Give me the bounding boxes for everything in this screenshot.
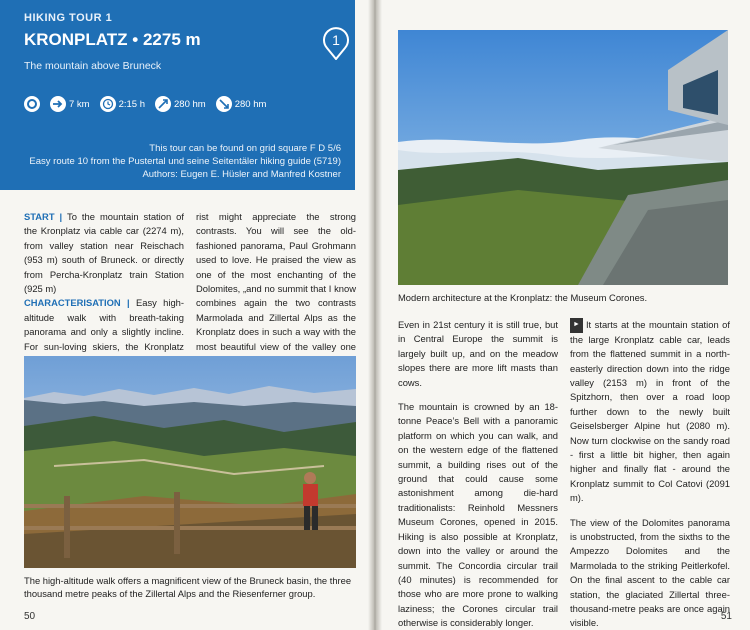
museum-photo-caption: Modern architecture at the Kronplatz: the Museum Corones. xyxy=(398,292,648,303)
right-paragraph-1: Even in 21st century it is still true, but in Central Europe the summit is largely built up, and on the meadow slopes there are more lift masts than cows. xyxy=(398,319,558,388)
tour-subtitle: The mountain above Bruneck xyxy=(24,60,162,72)
route-text: It starts at the mountain station of the large Kronplatz cable car, leads from the flattened summit in a north-easterly direction down into the ridge valley (2153 m) in front of the Spitzhorn, then over a road loop further down to the newly built Geiselsberger Alpine hut (2080 m). Now turn clockwise on the sandy road - first a little bit higher, then again higher and finally flat - around the Kronplatz summit to Col Catovi (2091 m). xyxy=(570,319,730,504)
clock-icon xyxy=(100,96,116,112)
right-column-1 xyxy=(398,318,558,630)
route-marker-icon: ► xyxy=(570,318,583,332)
tour-info xyxy=(29,142,341,181)
column-2-text: rist might appreciate the strong contrasts. You will see the old-fashioned panorama, Paul Grohmann used to love. He praised the view as one of the most enchanting of the Dolomites, „and no summit that I know combines again the two contrasts Marmolada and Zillertal Alps as the Kronplatz does in such a way with the most beautiful view of the valley one xyxy=(196,211,356,352)
valley-photo-caption: The high-altitude walk offers a magnificent view of the Bruneck basin, the three thousand metre peaks of the Zillertal Alps and the Riesenferner group. xyxy=(24,575,352,600)
tour-title: KRONPLATZ • 2275 m xyxy=(24,30,201,49)
info-route: Easy route 10 from the Pustertal und seine Seitentäler hiking guide (5719) xyxy=(29,156,341,167)
page-number-right: 51 xyxy=(720,611,732,622)
start-text: To the mountain station of the Kronplatz via cable car (2274 m), from valley station near Reischach (953 m) south of Bruneck. or directly from Percha-Kronplatz train Station (925 m) xyxy=(24,211,184,295)
right-paragraph-2: The mountain is crowned by an 18-tonne Peace’s Bell with a panoramic platform on which you can walk, and on the western edge of the flattened summit, a building rises out of the ground that could cause some astonishment among die-hard traditionalists: Reinhold Messners Museum Corones, opened in 2015. Hiking is also possible at Kronplatz, down into the valley or around the summit. The Concordia circular trail (40 minutes) is recommended for those who are more prone to walking laziness; the Corones circular trail otherwise is considerably longer. xyxy=(398,401,558,629)
descent-icon xyxy=(216,96,232,112)
left-page xyxy=(0,0,372,630)
tour-stats xyxy=(24,96,266,112)
stat-distance xyxy=(50,96,90,112)
info-grid: This tour can be found on grid square F D 5/6 xyxy=(149,143,341,154)
valley-photo xyxy=(24,356,356,568)
tour-header xyxy=(0,0,355,190)
museum-photo-image xyxy=(398,30,728,285)
stat-time-value: 2:15 h xyxy=(118,98,146,110)
start-label: START | xyxy=(24,211,63,222)
view-paragraph: The view of the Dolomites panorama is unobstructed, from the sixths to the Ampezzo Dolomites and the Marmolada to the striking Peitlerkofel. On the final ascent to the cable car station, the glaciated Zillertal three-thousand-metre peaks are once again visible. xyxy=(570,516,730,629)
difficulty-icon xyxy=(24,96,40,112)
book-gutter xyxy=(368,0,382,630)
page-number-left: 50 xyxy=(24,611,36,622)
left-column-2 xyxy=(196,210,356,368)
tour-number-badge-icon xyxy=(322,26,350,60)
stat-distance-value: 7 km xyxy=(69,98,90,110)
stat-ascent-value: 280 hm xyxy=(174,98,206,110)
museum-photo xyxy=(398,30,728,285)
route-paragraph xyxy=(570,318,730,506)
stat-descent xyxy=(216,96,267,112)
tour-number: 1 xyxy=(332,32,340,48)
characterisation-text: Easy high-altitude walk with breath-taking panorama and only a slightly incline. For sun-loving skiers, the Kronplatz xyxy=(24,297,184,352)
stat-difficulty xyxy=(24,96,40,112)
right-column-2 xyxy=(570,318,730,630)
characterisation-label: CHARACTERISATION | xyxy=(24,297,130,309)
right-page xyxy=(378,0,750,630)
valley-photo-image xyxy=(24,356,356,568)
tour-label: HIKING TOUR 1 xyxy=(24,12,113,24)
stat-descent-value: 280 hm xyxy=(234,98,267,110)
ascent-icon xyxy=(155,96,171,112)
distance-arrow-icon xyxy=(50,96,66,112)
stat-ascent xyxy=(155,96,206,112)
stat-time xyxy=(100,96,145,112)
info-authors: Authors: Eugen E. Hüsler and Manfred Kostner xyxy=(142,169,341,180)
